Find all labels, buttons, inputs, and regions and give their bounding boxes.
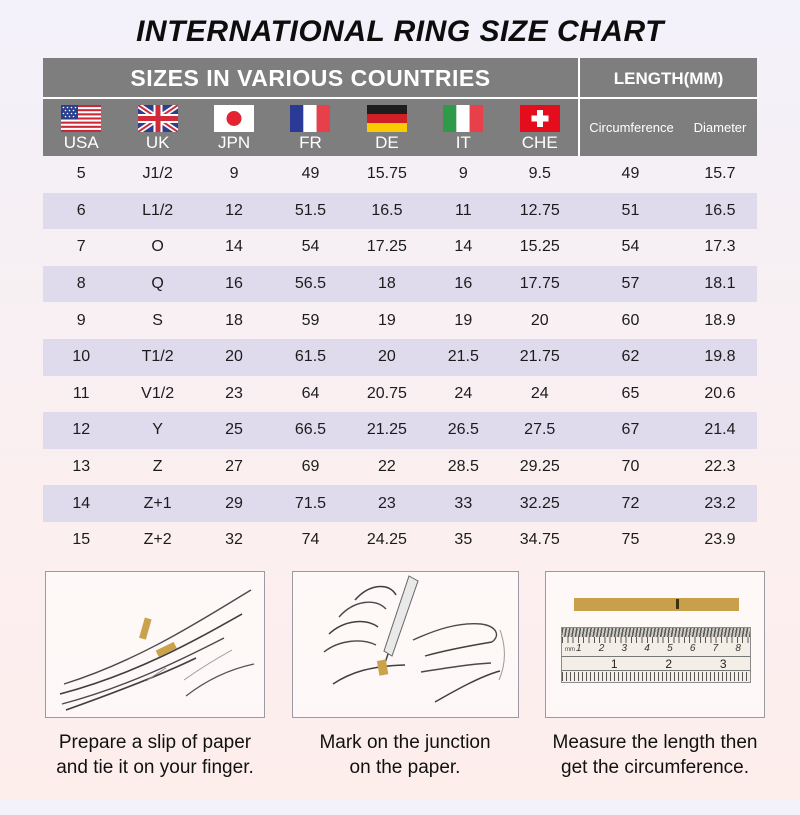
cell-che: 21.75 bbox=[519, 348, 560, 366]
cell-it: 9 bbox=[458, 165, 468, 183]
column-header-circumference: Circumference bbox=[589, 120, 674, 135]
country-code-jpn: JPN bbox=[217, 133, 251, 152]
cell-usa: 7 bbox=[76, 238, 86, 256]
cell-uk: S bbox=[152, 311, 163, 329]
cell-it: 19 bbox=[454, 311, 473, 329]
pen-marking-sketch-icon bbox=[293, 572, 518, 717]
header-sizes-section bbox=[43, 58, 578, 156]
cell-che: 27.5 bbox=[524, 421, 556, 439]
column-header-diameter: Diameter bbox=[693, 120, 747, 135]
ruler-inch-band bbox=[562, 656, 750, 671]
table-row bbox=[43, 376, 757, 413]
cell-fr: 74 bbox=[301, 531, 320, 549]
marking-paper-illustration bbox=[292, 571, 519, 718]
cell-usa: 14 bbox=[72, 494, 91, 512]
cell-de: 23 bbox=[378, 494, 396, 512]
cell-diameter: 20.6 bbox=[704, 384, 736, 402]
step-caption-line2: get the circumference. bbox=[561, 756, 749, 778]
table-row bbox=[43, 412, 757, 449]
step-caption-line2: and tie it on your finger. bbox=[56, 756, 254, 778]
cell-de: 18 bbox=[378, 275, 396, 293]
cell-jpn: 25 bbox=[225, 421, 243, 439]
switzerland-flag-icon bbox=[520, 105, 560, 132]
cell-circumference: 72 bbox=[621, 494, 640, 512]
cell-usa: 15 bbox=[72, 531, 91, 549]
ruler-inch-number: 3 bbox=[719, 656, 727, 671]
cell-it: 11 bbox=[455, 201, 472, 219]
cell-fr: 59 bbox=[301, 311, 320, 329]
cell-de: 24.25 bbox=[366, 531, 407, 549]
step-caption-line2: on the paper. bbox=[349, 756, 461, 778]
hand-with-paper-illustration bbox=[45, 571, 265, 718]
ruler-number: 4 bbox=[644, 642, 650, 654]
cell-che: 17.75 bbox=[519, 275, 560, 293]
cell-de: 22 bbox=[378, 458, 396, 476]
country-code-uk: UK bbox=[145, 133, 170, 152]
table-row bbox=[43, 449, 757, 486]
ruler-bottom-ticks bbox=[562, 672, 750, 681]
cell-uk: O bbox=[151, 238, 164, 256]
cell-diameter: 18.9 bbox=[704, 311, 736, 329]
country-header-row bbox=[43, 99, 578, 156]
column-header-fr bbox=[272, 99, 348, 156]
cell-jpn: 14 bbox=[225, 238, 243, 256]
step-caption bbox=[56, 730, 254, 780]
usa-flag-icon bbox=[61, 105, 101, 132]
cell-diameter: 22.3 bbox=[704, 458, 736, 476]
cell-fr: 71.5 bbox=[294, 494, 327, 512]
cell-jpn: 20 bbox=[225, 348, 243, 366]
cell-circumference: 65 bbox=[621, 384, 640, 402]
germany-flag-icon bbox=[367, 105, 407, 132]
table-row bbox=[43, 339, 757, 376]
cell-che: 9.5 bbox=[528, 165, 551, 183]
page-title: INTERNATIONAL RING SIZE CHART bbox=[136, 15, 664, 48]
cell-uk: Z bbox=[152, 458, 163, 476]
cell-de: 21.25 bbox=[366, 421, 407, 439]
cell-it: 16 bbox=[454, 275, 473, 293]
cell-circumference: 75 bbox=[621, 531, 640, 549]
measuring-steps bbox=[45, 571, 765, 780]
step-caption bbox=[553, 730, 758, 780]
cell-it: 14 bbox=[454, 238, 473, 256]
hand-sketch-icon bbox=[46, 572, 264, 717]
table-row bbox=[43, 485, 757, 522]
cell-diameter: 19.8 bbox=[704, 348, 736, 366]
cell-diameter: 18.1 bbox=[704, 275, 736, 293]
cell-che: 12.75 bbox=[519, 201, 560, 219]
cell-diameter: 23.2 bbox=[704, 494, 736, 512]
table-row bbox=[43, 229, 757, 266]
cell-de: 20 bbox=[378, 348, 396, 366]
ruler-top-hatch bbox=[562, 628, 750, 637]
cell-usa: 6 bbox=[76, 201, 86, 219]
step-caption-line1: Measure the length then bbox=[552, 731, 758, 753]
cell-it: 21.5 bbox=[447, 348, 479, 366]
step-caption-line1: Mark on the junction bbox=[319, 731, 491, 753]
cell-jpn: 18 bbox=[225, 311, 243, 329]
table-row bbox=[43, 156, 757, 193]
ruler-cm-numbers bbox=[562, 643, 750, 656]
column-header-che bbox=[502, 99, 578, 156]
ring-size-chart-page bbox=[0, 15, 800, 780]
cell-uk: Z+2 bbox=[143, 531, 172, 549]
cell-jpn: 16 bbox=[225, 275, 243, 293]
paper-strip-mark bbox=[676, 599, 679, 609]
table-row bbox=[43, 193, 757, 230]
cell-uk: V1/2 bbox=[141, 384, 175, 402]
cell-it: 26.5 bbox=[447, 421, 479, 439]
cell-de: 15.75 bbox=[366, 165, 407, 183]
cell-diameter: 16.5 bbox=[704, 201, 736, 219]
ruler-number: 1 bbox=[576, 642, 582, 654]
cell-fr: 56.5 bbox=[294, 275, 327, 293]
ruler bbox=[561, 627, 751, 683]
table-header bbox=[43, 58, 757, 156]
italy-flag-icon bbox=[443, 105, 483, 132]
cell-usa: 10 bbox=[72, 348, 91, 366]
cell-uk: Y bbox=[152, 421, 163, 439]
ring-size-table bbox=[43, 58, 757, 559]
cell-diameter: 15.7 bbox=[704, 165, 736, 183]
cell-che: 32.25 bbox=[519, 494, 560, 512]
ruler-number: 5 bbox=[667, 642, 673, 654]
cell-fr: 66.5 bbox=[294, 421, 327, 439]
step-measure-length bbox=[545, 571, 765, 780]
column-header-usa bbox=[43, 99, 119, 156]
cell-uk: T1/2 bbox=[141, 348, 174, 366]
cell-fr: 69 bbox=[301, 458, 320, 476]
ruler-unit-label: mm bbox=[565, 646, 575, 653]
cell-circumference: 62 bbox=[621, 348, 640, 366]
ruler-illustration bbox=[545, 571, 765, 718]
step-prepare-paper bbox=[45, 571, 265, 780]
table-body bbox=[43, 156, 757, 559]
step-caption bbox=[319, 730, 490, 780]
header-sizes-label: SIZES IN VARIOUS COUNTRIES bbox=[43, 58, 578, 99]
cell-de: 19 bbox=[378, 311, 396, 329]
cell-che: 24 bbox=[530, 384, 549, 402]
cell-che: 29.25 bbox=[519, 458, 560, 476]
cell-che: 20 bbox=[530, 311, 549, 329]
ruler-number: 8 bbox=[735, 642, 741, 654]
ruler-number: 7 bbox=[712, 642, 719, 654]
cell-fr: 51.5 bbox=[294, 201, 327, 219]
cell-jpn: 23 bbox=[225, 384, 243, 402]
cell-uk: Z+1 bbox=[143, 494, 172, 512]
cell-circumference: 60 bbox=[621, 311, 640, 329]
uk-flag-icon bbox=[138, 105, 178, 132]
cell-diameter: 21.4 bbox=[704, 421, 736, 439]
ruler-inch-number: 1 bbox=[610, 656, 618, 671]
cell-fr: 49 bbox=[301, 165, 320, 183]
country-code-fr: FR bbox=[299, 133, 322, 152]
column-header-jpn bbox=[196, 99, 272, 156]
cell-che: 34.75 bbox=[519, 531, 560, 549]
cell-usa: 5 bbox=[76, 165, 86, 183]
cell-it: 24 bbox=[454, 384, 473, 402]
table-row bbox=[43, 302, 757, 339]
cell-jpn: 29 bbox=[225, 494, 243, 512]
country-code-it: IT bbox=[455, 133, 471, 152]
cell-fr: 54 bbox=[301, 238, 320, 256]
header-length-section bbox=[578, 58, 757, 156]
header-length-label: LENGTH(MM) bbox=[580, 58, 757, 99]
france-flag-icon bbox=[290, 105, 330, 132]
cell-usa: 13 bbox=[72, 458, 91, 476]
cell-fr: 64 bbox=[301, 384, 320, 402]
cell-it: 33 bbox=[454, 494, 473, 512]
cell-it: 28.5 bbox=[447, 458, 479, 476]
country-code-usa: USA bbox=[63, 133, 99, 152]
cell-che: 15.25 bbox=[519, 238, 560, 256]
table-row bbox=[43, 266, 757, 303]
japan-flag-icon bbox=[214, 105, 254, 132]
cell-diameter: 23.9 bbox=[704, 531, 736, 549]
cell-uk: Q bbox=[151, 275, 164, 293]
country-code-de: DE bbox=[375, 133, 399, 152]
country-code-che: CHE bbox=[521, 133, 558, 152]
length-header-row bbox=[580, 99, 757, 156]
cell-circumference: 70 bbox=[621, 458, 640, 476]
cell-jpn: 9 bbox=[229, 165, 239, 183]
column-header-de bbox=[349, 99, 425, 156]
cell-usa: 8 bbox=[76, 275, 86, 293]
cell-usa: 11 bbox=[72, 384, 90, 402]
table-row bbox=[43, 522, 757, 559]
cell-circumference: 49 bbox=[621, 165, 640, 183]
ruler-number: 2 bbox=[598, 642, 605, 654]
cell-circumference: 54 bbox=[621, 238, 640, 256]
cell-jpn: 27 bbox=[225, 458, 243, 476]
ruler-number: 3 bbox=[621, 642, 628, 654]
cell-uk: L1/2 bbox=[142, 201, 174, 219]
cell-uk: J1/2 bbox=[142, 165, 173, 183]
cell-fr: 61.5 bbox=[294, 348, 327, 366]
cell-jpn: 32 bbox=[225, 531, 243, 549]
cell-de: 16.5 bbox=[371, 201, 403, 219]
cell-circumference: 51 bbox=[621, 201, 640, 219]
ruler-number: 6 bbox=[689, 642, 696, 654]
ruler-inch-number: 2 bbox=[665, 656, 673, 671]
cell-de: 17.25 bbox=[366, 238, 407, 256]
column-header-uk bbox=[119, 99, 195, 156]
cell-usa: 9 bbox=[76, 311, 86, 329]
cell-it: 35 bbox=[454, 531, 473, 549]
cell-usa: 12 bbox=[72, 421, 91, 439]
cell-circumference: 57 bbox=[621, 275, 640, 293]
step-mark-junction bbox=[292, 571, 519, 780]
cell-diameter: 17.3 bbox=[704, 238, 736, 256]
column-header-it bbox=[425, 99, 501, 156]
cell-jpn: 12 bbox=[225, 201, 243, 219]
paper-strip bbox=[574, 598, 739, 611]
step-caption-line1: Prepare a slip of paper bbox=[58, 731, 252, 753]
cell-de: 20.75 bbox=[366, 384, 407, 402]
cell-circumference: 67 bbox=[621, 421, 640, 439]
